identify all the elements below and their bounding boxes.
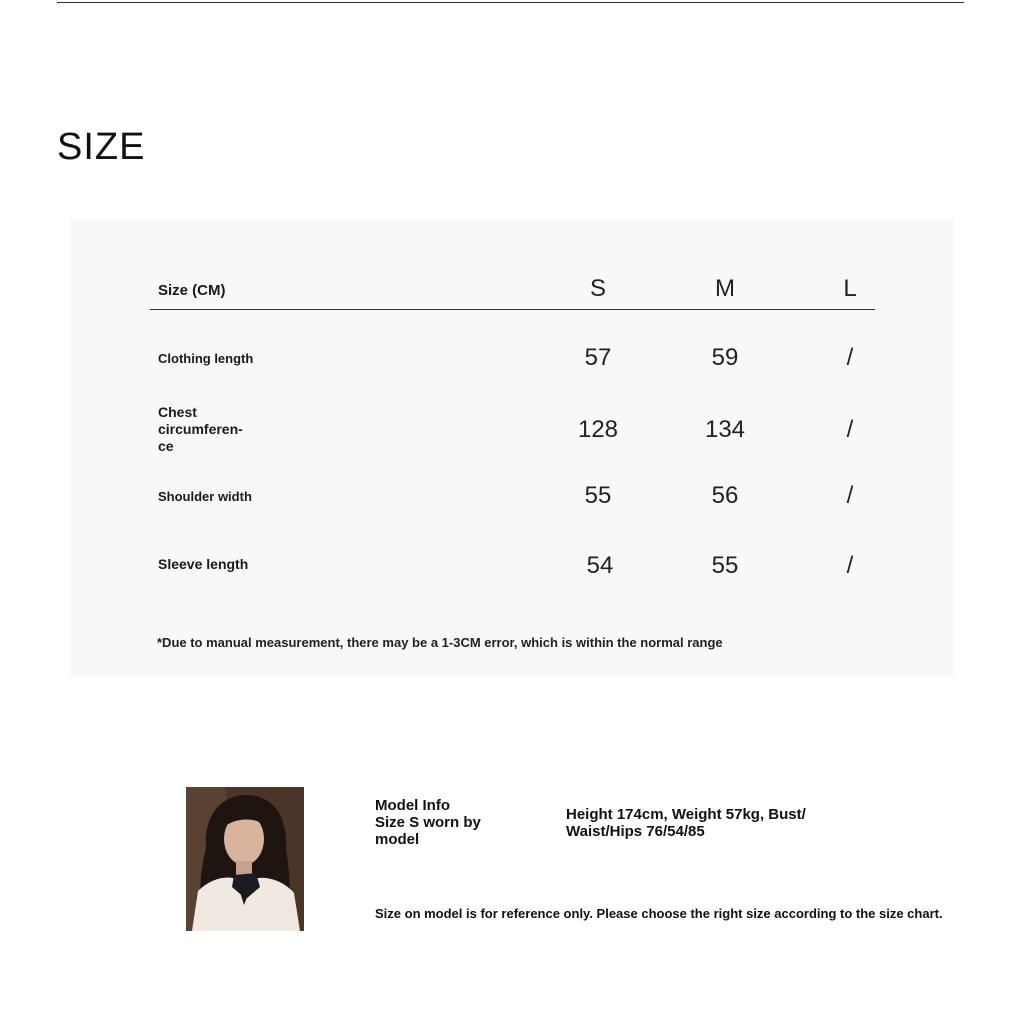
- value-l: /: [846, 344, 854, 371]
- row-label: Sleeve length: [158, 556, 249, 572]
- value-m: 56: [711, 482, 739, 509]
- model-photo-illustration: [186, 787, 304, 931]
- value-m: 55: [711, 552, 739, 579]
- row-label: Shoulder width: [158, 489, 252, 504]
- size-chart-panel: [70, 219, 954, 676]
- model-info-label: Model Info Size S worn by model: [375, 797, 481, 848]
- value-m: 134: [704, 416, 746, 443]
- header-size-s: S: [589, 275, 606, 302]
- header-size-m: M: [715, 275, 735, 302]
- row-label: Clothing length: [158, 351, 254, 366]
- measurement-note: *Due to manual measurement, there may be a 1-3CM error, which is within the normal range: [157, 635, 723, 650]
- model-stats: Height 174cm, Weight 57kg, Bust/ Waist/Hips 76/54/85: [566, 806, 806, 840]
- value-m: 59: [711, 344, 739, 371]
- header-label: Size (CM): [158, 282, 226, 299]
- model-size-disclaimer: Size on model is for reference only. Please choose the right size according to the size chart.: [375, 906, 943, 921]
- value-l: /: [846, 416, 854, 443]
- model-photo: [186, 787, 304, 931]
- header-size-l: L: [843, 275, 857, 302]
- value-l: /: [846, 482, 854, 509]
- value-l: /: [846, 552, 854, 579]
- top-divider: [57, 2, 964, 3]
- value-s: 54: [586, 552, 614, 579]
- value-s: 128: [577, 416, 619, 443]
- page-title: SIZE: [57, 126, 146, 168]
- row-label: Chest circumferen- ce: [158, 404, 243, 454]
- header-divider: [150, 309, 875, 310]
- value-s: 55: [584, 482, 612, 509]
- value-s: 57: [584, 344, 612, 371]
